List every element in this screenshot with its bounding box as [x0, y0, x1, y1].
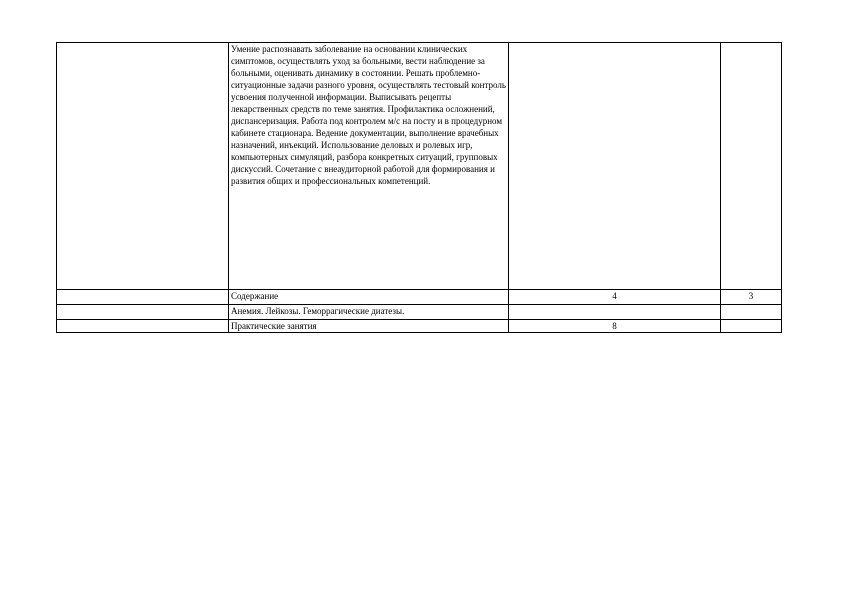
table-row	[57, 290, 782, 305]
content-label-cell	[229, 290, 509, 305]
content-label: Содержание	[231, 291, 279, 301]
hours-cell	[509, 43, 721, 290]
table-row	[57, 305, 782, 320]
section-cell	[57, 320, 229, 333]
hours-cell	[509, 305, 721, 320]
level-cell	[721, 43, 782, 290]
section-cell	[57, 43, 229, 290]
curriculum-table	[56, 42, 782, 333]
content-level: 3	[721, 290, 782, 305]
topic-cell	[229, 305, 509, 320]
table-row	[57, 43, 782, 290]
description-cell	[229, 43, 509, 290]
level-cell	[721, 305, 782, 320]
competency-description: Умение распознавать заболевание на основании клинических симптомов, осуществлять уход за больными, вести наблюдение за больными, оценивать динамику в состоянии. Решать проблемно-ситуационные задачи разного уровня, осуществлять тестовый контроль усвоения полученной информации. Выписывать рецепты лекарственных средств по теме занятия. Профилактика осложнений, диспансеризация. Работа под контролем м/с на посту и в процедурном кабинете стационара. Ведение документации, выполнение врачебных назначений, инъекций. Использование деловых и ролевых игр, компьютерных симуляций, разбора конкретных ситуаций, групповых дискуссий. Сочетание с внеаудиторной работой для формирования и развития общих и профессиональных компетенций.	[231, 44, 507, 186]
section-cell	[57, 305, 229, 320]
level-cell	[721, 320, 782, 333]
section-cell	[57, 290, 229, 305]
practice-hours: 8	[509, 320, 721, 333]
practice-label-cell	[229, 320, 509, 333]
table-row	[57, 320, 782, 333]
content-hours: 4	[509, 290, 721, 305]
topic-label: Анемия. Лейкозы. Геморрагические диатезы.	[231, 306, 405, 316]
practice-label: Практические занятия	[231, 321, 317, 331]
